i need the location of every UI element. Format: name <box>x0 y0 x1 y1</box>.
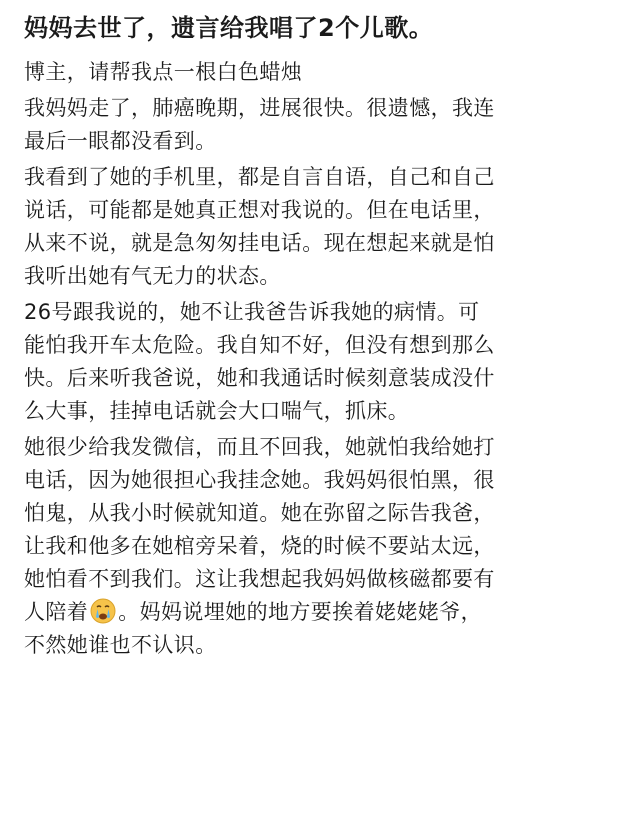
text-line: 让我和他多在她棺旁呆着，烧的时候不要站太远， <box>24 534 495 558</box>
paragraph-3 <box>24 161 616 293</box>
text-line: 电话，因为她很担心我挂念她。我妈妈很怕黑，很 <box>24 468 495 492</box>
text-line: 我听出她有气无力的状态。 <box>24 264 281 288</box>
text-line: 博主，请帮我点一根白色蜡烛 <box>24 60 303 84</box>
text-line: 我看到了她的手机里，都是自言自语，自己和自己 <box>24 165 495 189</box>
crying-face-icon <box>90 598 116 624</box>
paragraph-4 <box>24 296 616 428</box>
text-line: 怕鬼，从我小时候就知道。她在弥留之际告我爸， <box>24 501 495 525</box>
text-line: 她很少给我发微信，而且不回我，她就怕我给她打 <box>24 435 495 459</box>
paragraph-2 <box>24 92 616 158</box>
text-line: 说话，可能都是她真正想对我说的。但在电话里， <box>24 198 495 222</box>
text-line: 我妈妈走了，肺癌晚期，进展很快。很遗憾，我连 <box>24 96 495 120</box>
text-line: 能怕我开车太危险。我自知不好，但没有想到那么 <box>24 333 495 357</box>
post-title: 妈妈去世了，遗言给我唱了2个儿歌。 <box>24 14 434 42</box>
text-line: 26号跟我说的，她不让我爸告诉我她的病情。可 <box>24 300 480 324</box>
text-line: 最后一眼都没看到。 <box>24 129 217 153</box>
paragraph-5 <box>24 431 616 662</box>
text-line: 从来不说，就是急匆匆挂电话。现在想起来就是怕 <box>24 231 495 255</box>
text-line-with-emoji <box>24 596 616 629</box>
text-line: 不然她谁也不认识。 <box>24 633 217 657</box>
text-segment: 。妈妈说埋她的地方要挨着姥姥姥爷， <box>118 600 483 624</box>
text-line: 么大事，挂掉电话就会大口喘气，抓床。 <box>24 399 410 423</box>
text-segment: 人陪着 <box>24 600 89 624</box>
text-line: 快。后来听我爸说，她和我通话时候刻意装成没什 <box>24 366 495 390</box>
paragraph-1 <box>24 56 616 89</box>
text-line: 她怕看不到我们。这让我想起我妈妈做核磁都要有 <box>24 567 495 591</box>
